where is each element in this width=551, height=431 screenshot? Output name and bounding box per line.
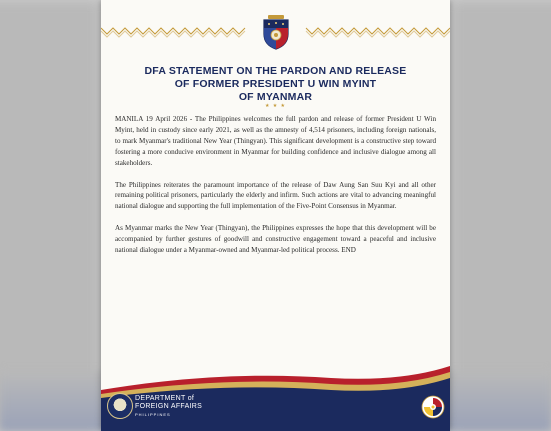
title-line: OF FORMER PRESIDENT U WIN MYINT xyxy=(174,78,377,90)
title-divider-stars: ★ ★ ★ xyxy=(265,104,286,109)
philippine-coat-of-arms-seal xyxy=(260,14,292,50)
background-shade-right xyxy=(451,0,551,431)
statement-title xyxy=(111,65,440,104)
department-name-line2: FOREIGN AFFAIRS xyxy=(135,403,203,410)
department-country: PHILIPPINES xyxy=(135,412,171,417)
body-paragraph: MANILA 19 April 2026 - The Philippines welcomes the full pardon and release of former President U Win Myint, held in custody since early 2021, as well as the amnesty of 4,514 prisoners, including foreign nationals, to mark Myanmar's traditional New Year (Thingyan). This significant development is a constructive step toward fostering a more conducive environment in Myanmar for building confidence and inclusive dialogue among all stakeholders. xyxy=(115,115,436,167)
statement-body xyxy=(115,114,436,267)
title-line: DFA STATEMENT ON THE PARDON AND RELEASE xyxy=(144,65,407,77)
title-line: OF MYANMAR xyxy=(238,91,313,103)
department-name-line1: DEPARTMENT of xyxy=(135,395,195,402)
body-paragraph: As Myanmar marks the New Year (Thingyan), the Philippines expresses the hope that this development will be accompanied by further gestures of goodwill and constructive engagement toward a peaceful and inclusive national dialogue under a Myanmar-owned and Myanmar-led political process. END xyxy=(115,224,436,255)
bagong-pilipinas-logo xyxy=(421,395,445,419)
background-shade-left xyxy=(0,0,100,431)
department-name xyxy=(135,395,202,419)
statement-document xyxy=(101,0,450,431)
body-paragraph: The Philippines reiterates the paramount importance of the release of Daw Aung San Suu Kyi and all other remaining political prisoners, particularly the elderly and infirm. Such actions are vital to advancing meaningful national dialogue and supporting the full implementation of the Five-Point Consensus in Myanmar. xyxy=(115,180,436,211)
dfa-seal-logo xyxy=(107,393,133,419)
